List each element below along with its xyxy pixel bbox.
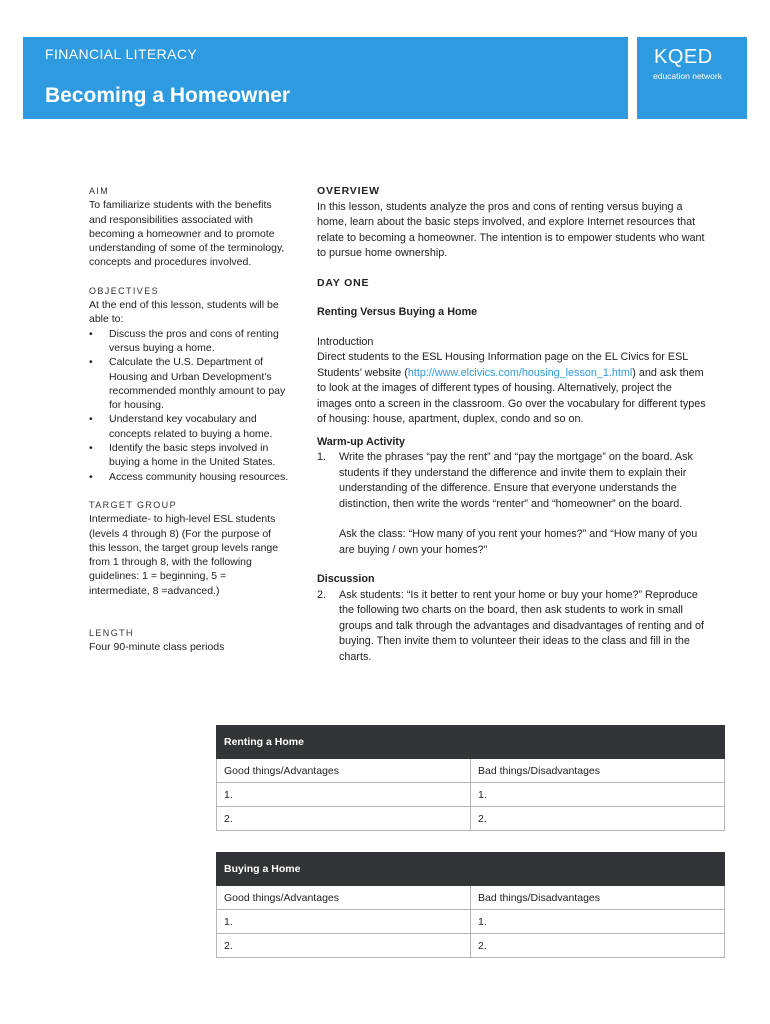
overview-text: In this lesson, students analyze the pros and cons of renting versus buying a home, learn about the basic steps involved, and explore Internet resources that relate to becoming a homeowner. The intention is to empower students who want to pursue home ownership. (317, 200, 705, 259)
bullet-icon: • (89, 356, 93, 369)
target-group-text: Intermediate- to high-level ESL students (levels 4 through 8) (For the purpose of this lesson, the target group levels range from 1 through 8, with the following guidelines: 1 = beginning, 5 = intermediate, 8 =advanced.) (89, 513, 279, 597)
table-title: Renting a Home (217, 726, 471, 759)
table-header-cell: Good things/Advantages (217, 759, 471, 783)
length-label: LENGTH (89, 628, 134, 639)
table-row: 1. 1. (217, 910, 725, 934)
section-kicker: FINANCIAL LITERACY (45, 46, 198, 62)
main-column (317, 184, 709, 665)
subheading: Renting Versus Buying a Home (317, 306, 478, 318)
discussion-item (317, 588, 709, 666)
sidebar-column (89, 184, 289, 669)
objectives-section (89, 284, 289, 484)
table-header-cell: Bad things/Disadvantages (471, 886, 725, 910)
discussion-heading: Discussion (317, 573, 375, 585)
table-header-cell: Bad things/Disadvantages (471, 759, 725, 783)
warmup-text: Write the phrases “pay the rent” and “pay the mortgage” on the board. Ask students if they understand the difference and invite them to explain their understanding of the difference. Ensure that everyone understands the distinction, then write the words “renter” and “homeowner” on the board. (339, 451, 693, 510)
target-group-section (89, 498, 289, 598)
list-item: • Identify the basic steps involved in buying a home in the United States. (89, 442, 276, 469)
intro-heading: Introduction (317, 335, 374, 348)
list-item: • Discuss the pros and cons of renting versus buying a home. (89, 327, 279, 354)
warmup-item (317, 450, 709, 558)
aim-section (89, 184, 289, 270)
elcivics-link[interactable]: http://www.elcivics.com/housing_lesson_1.html (407, 366, 633, 379)
item-number: 1. (317, 451, 327, 463)
logo-brand: KQED (654, 46, 713, 68)
intro-text: Direct students to the ESL Housing Information page on the EL Civics for ESL Students’ website (http://www.elcivics.com/housing_lesson_1.html) and ask them to look at the images of different types of housing. Alternatively, project the images onto a screen in the classroom. Go over the vocabulary for different types of housing: house, apartment, duplex, condo and so on. (317, 351, 706, 425)
item-number: 2. (317, 588, 327, 601)
table-header-cell: Good things/Advantages (217, 886, 471, 910)
table-row: 1. 1. (217, 783, 725, 807)
warmup-question: Ask the class: “How many of you rent your homes?” and “How many of you are buying / own your homes?” (339, 528, 698, 556)
aim-text: To familiarize students with the benefits and responsibilities associated with becoming a homeowner and to promote understanding of some of the terminology, concepts and procedures involved. (89, 199, 285, 269)
table-row: 2. 2. (217, 934, 725, 958)
list-item: • Access community housing resources. (89, 470, 289, 483)
page-title: Becoming a Homeowner (45, 84, 291, 107)
kqed-logo (637, 37, 747, 119)
table-row: 2. 2. (217, 807, 725, 831)
bullet-icon: • (89, 470, 93, 483)
length-text: Four 90-minute class periods (89, 641, 225, 654)
bullet-icon: • (89, 442, 93, 455)
logo-subtitle: education network (653, 71, 722, 81)
aim-label: AIM (89, 186, 110, 196)
table-title: Buying a Home (217, 853, 471, 886)
header-banner (23, 37, 628, 119)
buying-table (216, 852, 725, 958)
warmup-heading: Warm-up Activity (317, 435, 405, 448)
overview-heading: OVERVIEW (317, 185, 380, 197)
target-group-label: TARGET GROUP (89, 499, 177, 510)
objectives-list (89, 327, 289, 484)
objectives-label: OBJECTIVES (89, 285, 160, 296)
day-heading: DAY ONE (317, 276, 370, 289)
objectives-intro: At the end of this lesson, students will be able to: (89, 299, 279, 326)
length-section (89, 626, 289, 655)
renting-table (216, 725, 725, 831)
bullet-icon: • (89, 413, 93, 426)
bullet-icon: • (89, 327, 93, 340)
discussion-text: Ask students: “Is it better to rent your home or buy your home?” Reproduce the following two charts on the board, then ask students to work in small groups and talk through the advantages and disadvantages of renting and of buying. Then invite them to volunteer their ideas to the class and fill in the charts. (339, 588, 704, 663)
list-item: • Understand key vocabulary and concepts related to buying a home. (89, 413, 273, 440)
list-item: • Calculate the U.S. Department of Housing and Urban Development’s recommended monthly amount to pay for housing. (89, 356, 286, 412)
